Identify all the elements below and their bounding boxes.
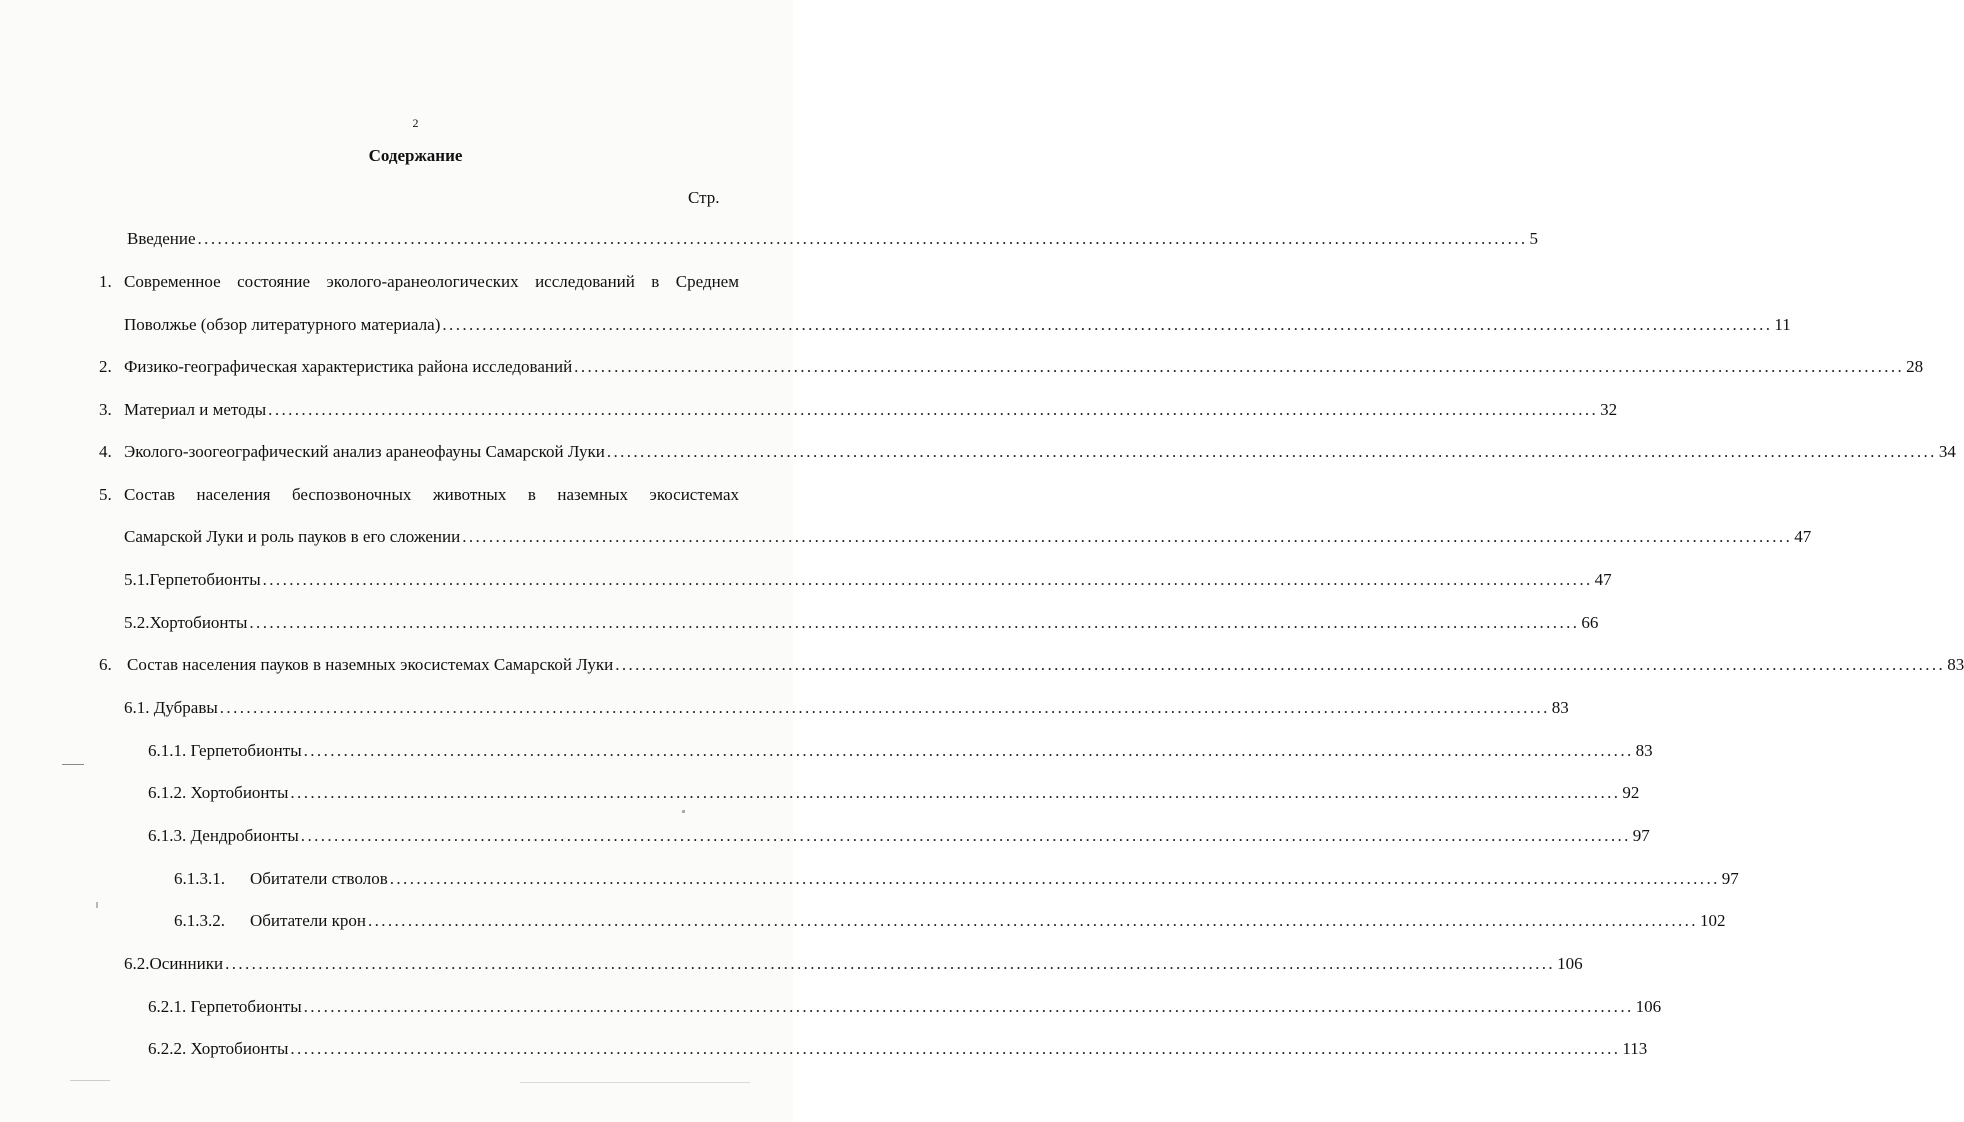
toc-entry-5-line1	[99, 484, 739, 506]
toc-entry-label: 6.2.Осинники	[124, 954, 224, 973]
page-column-label: Стр.	[688, 188, 720, 207]
toc-entry-label: Обитатели стволов	[250, 869, 388, 888]
leader-dots: ........................................................................................................................................................................................................	[303, 741, 1634, 760]
toc-entry-number: 2.	[99, 357, 112, 376]
toc-entry-label: Обитатели крон	[250, 911, 366, 930]
toc-entry-label: Материал и методы	[124, 400, 267, 419]
leader-dots: ........................................................................................................................................................................................................	[615, 655, 1946, 674]
toc-page-ref: 83	[1635, 741, 1653, 760]
toc-entry-label: 6.2.1. Герпетобионты	[148, 997, 302, 1016]
toc-entry-label: Современное состояние эколого-аранеологических исследований в Среднем	[124, 272, 739, 291]
leader-dots: ........................................................................................................................................................................................................	[462, 527, 1793, 546]
toc-entry-label: 6.1. Дубравы	[124, 698, 218, 717]
leader-dots: ........................................................................................................................................................................................................	[290, 1039, 1621, 1058]
leader-dots: ........................................................................................................................................................................................................	[268, 400, 1599, 419]
toc-page-ref: 28	[1906, 357, 1924, 376]
toc-entry-1-line2	[124, 314, 1791, 336]
toc-page-ref: 102	[1699, 911, 1726, 930]
toc-page-ref: 11	[1774, 315, 1791, 334]
toc-entry-6-1-1	[148, 740, 1653, 762]
toc-entry-6-1-3	[148, 825, 1650, 847]
toc-entry-2	[99, 356, 1924, 378]
toc-entry-label: Поволжье (обзор литературного материала)	[124, 315, 441, 334]
toc-entry-4	[99, 441, 1956, 463]
toc-page-ref: 34	[1938, 442, 1956, 461]
toc-page-ref: 83	[1947, 655, 1964, 674]
toc-entry-label: Состав населения беспозвоночных животных в наземных экосистемах	[124, 485, 739, 504]
toc-entry-1-line1	[99, 271, 739, 293]
leader-dots: ........................................................................................................................................................................................................	[574, 357, 1905, 376]
toc-entry-6-2	[124, 953, 1583, 975]
toc-entry-label: 5.1.Герпетобионты	[124, 570, 261, 589]
toc-page-ref: 83	[1551, 698, 1569, 717]
toc-entry-6-1-2	[148, 782, 1640, 804]
toc-entry-6-2-2	[148, 1038, 1648, 1060]
toc-entry-number: 4.	[99, 442, 112, 461]
toc-entry-label: Введение	[127, 229, 196, 248]
toc-entry-label: 5.2.Хортобионты	[124, 613, 248, 632]
scan-artifact	[682, 810, 685, 813]
leader-dots: ........................................................................................................................................................................................................	[300, 826, 1631, 845]
toc-entry-label: 6.1.2. Хортобионты	[148, 783, 289, 802]
leader-dots: ........................................................................................................................................................................................................	[367, 911, 1698, 930]
leader-dots: ........................................................................................................................................................................................................	[197, 229, 1528, 248]
toc-page-ref: 5	[1529, 229, 1539, 248]
toc-page-ref: 113	[1622, 1039, 1648, 1058]
toc-entry-6-2-1	[148, 996, 1662, 1018]
toc-page-ref: 97	[1632, 826, 1650, 845]
toc-entry-number: 6.1.3.1.	[174, 869, 225, 888]
toc-entry-label: 6.1.1. Герпетобионты	[148, 741, 302, 760]
toc-entry-label: 6.1.3. Дендробионты	[148, 826, 299, 845]
toc-page-ref: 47	[1794, 527, 1812, 546]
toc-page-ref: 106	[1635, 997, 1662, 1016]
toc-entry-5-1	[124, 569, 1612, 591]
toc-entry-intro	[127, 228, 1539, 250]
toc-page-ref: 97	[1721, 869, 1739, 888]
page-title: Содержание	[368, 146, 463, 165]
toc-page-ref: 32	[1600, 400, 1618, 419]
toc-page-ref: 66	[1581, 613, 1599, 632]
leader-dots: ........................................................................................................................................................................................................	[290, 783, 1621, 802]
toc-entry-number: 6.	[99, 655, 112, 674]
scan-artifact	[70, 1080, 110, 1081]
toc-entry-label: 6.2.2. Хортобионты	[148, 1039, 289, 1058]
toc-page-ref: 92	[1622, 783, 1640, 802]
scan-artifact	[62, 764, 84, 765]
toc-entry-number: 6.1.3.2.	[174, 911, 225, 930]
toc-entry-6-1-3-1	[174, 868, 1739, 890]
leader-dots: ........................................................................................................................................................................................................	[389, 869, 1720, 888]
toc-entry-6-1	[124, 697, 1569, 719]
leader-dots: ........................................................................................................................................................................................................	[249, 613, 1580, 632]
toc-entry-6	[99, 654, 1964, 676]
toc-entry-number: 1.	[99, 272, 112, 291]
toc-entry-3	[99, 399, 1618, 421]
toc-entry-label: Физико-географическая характеристика района исследований	[124, 357, 573, 376]
leader-dots: ........................................................................................................................................................................................................	[442, 315, 1773, 334]
toc-entry-5-line2	[124, 526, 1812, 548]
leader-dots: ........................................................................................................................................................................................................	[262, 570, 1593, 589]
scan-artifact	[96, 902, 98, 908]
toc-entry-6-1-3-2	[174, 910, 1726, 932]
leader-dots: ........................................................................................................................................................................................................	[219, 698, 1550, 717]
toc-entry-5-2	[124, 612, 1599, 634]
scan-artifact	[520, 1082, 750, 1083]
toc-entry-number: 3.	[99, 400, 112, 419]
toc-entry-label: Эколого-зоогеографический анализ аранеофауны Самарской Луки	[124, 442, 605, 461]
toc-entry-label: Самарской Луки и роль пауков в его сложении	[124, 527, 461, 546]
leader-dots: ........................................................................................................................................................................................................	[303, 997, 1634, 1016]
page-number: 2	[412, 116, 419, 130]
leader-dots: ........................................................................................................................................................................................................	[225, 954, 1556, 973]
toc-page-ref: 47	[1594, 570, 1612, 589]
toc-page-ref: 106	[1557, 954, 1583, 973]
toc-entry-number: 5.	[99, 485, 112, 504]
leader-dots: ........................................................................................................................................................................................................	[606, 442, 1937, 461]
toc-entry-label: Состав населения пауков в наземных экосистемах Самарской Луки	[127, 655, 614, 674]
